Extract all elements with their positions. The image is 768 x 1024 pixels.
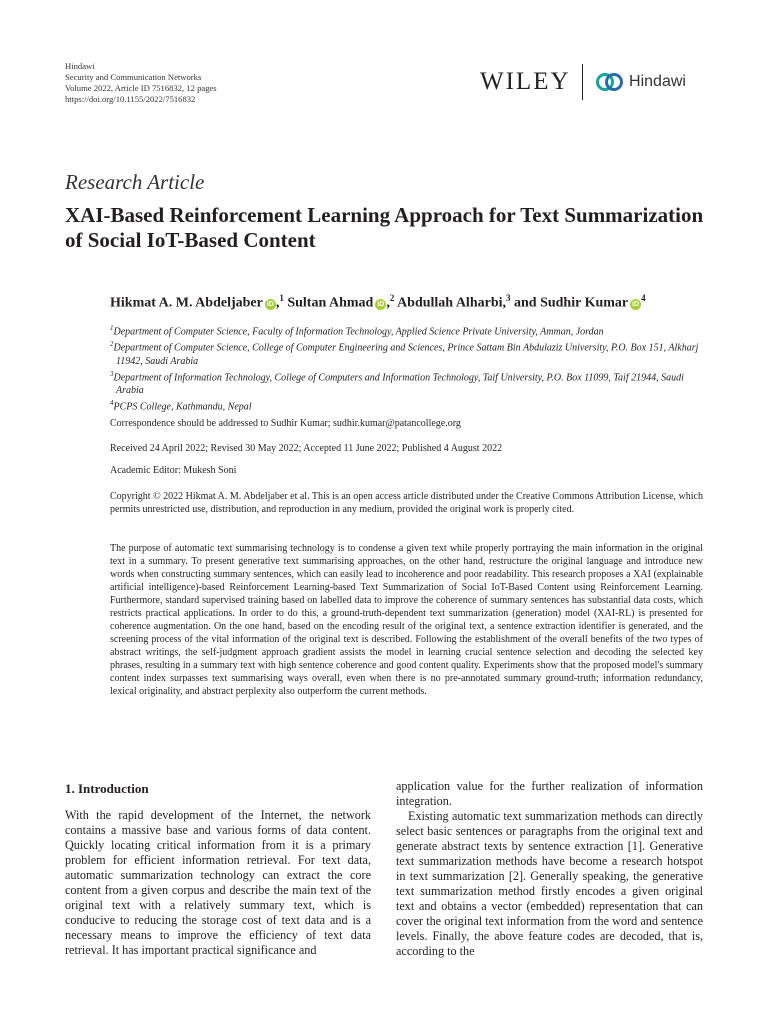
- paragraph: Existing automatic text summarization methods can directly select basic sentences or paragraphs from the original text and generate abstract texts by sentence extraction [1]. Generative text summarization methods have become a research hotspot in text summarization [2]. Generally speaking, the generative text summarization method firstly encodes a given original text and obtains a vector (embedded) representation that can cover the original text information from the word and sentence levels. Finally, the above feature codes are decoded, that is, according to the: [396, 809, 703, 958]
- author-list: Hikmat A. M. Abdeljaber iD ,$^1$ Sultan Ahmad iD ,$^2$ Abdullah Alharbi,$^3$ and Sudhir Kumar $iD^4$: [110, 293, 646, 311]
- section-heading: 1. Introduction: [65, 781, 149, 796]
- affiliation-item: $^4$PCPS College, Kathmandu, Nepal: [110, 398, 252, 413]
- orcid-icon[interactable]: iD: [632, 300, 640, 308]
- publisher-logo: [480, 62, 686, 102]
- journal-name: Security and Communication Networks: [65, 72, 202, 82]
- journal-volume: Volume 2022, Article ID 7516832, 12 pages: [65, 83, 217, 93]
- article-title: XAI-Based Reinforcement Learning Approach for Text Summarization of Social IoT-Based Content: [65, 203, 704, 252]
- journal-info: [65, 61, 217, 105]
- doi-link[interactable]: https://doi.org/10.1155/2022/7516832: [65, 94, 196, 104]
- logo-divider: [582, 64, 584, 100]
- academic-editor: Academic Editor: Mukesh Soni: [110, 465, 237, 476]
- author-affil-sup: 3: [506, 293, 511, 303]
- affiliation-item: $^2$Department of Computer Science, College of Computer Engineering and Sciences, Prince Sattam Bin Abdulaziz University, P.O. Box 151, Alkharj 11942, Saudi Arabia: [110, 340, 699, 367]
- paragraph: application value for the further realization of information integration.: [396, 779, 703, 808]
- wiley-logo: WILEY: [480, 68, 571, 95]
- orcid-icon[interactable]: iD: [266, 300, 274, 308]
- copyright-notice: Copyright © 2022 Hikmat A. M. Abdeljaber et al. This is an open access article distributed under the Creative Commons Attribution License, which permits unrestricted use, distribution, and reproduction in any medium, provided the original work is properly cited.: [110, 491, 703, 515]
- author-name: Hikmat A. M. Abdeljaber: [110, 295, 263, 311]
- author-affil-sup: 2: [389, 293, 395, 303]
- body-column-right: [396, 779, 703, 959]
- abstract: The purpose of automatic text summarising technology is to condense a given text while properly portraying the main information in the original text in a summary. To present generative text summarising approaches, on the other hand, restructure the original language and introduce new words when constructing summary sentences, which can easily lead to incoherence and poor readability. This research proposes a XAI (explainable artificial intelligence)-based Reinforcement Learning-based Text Summarization of Social IoT-Based Content using Reinforcement Learning. Furthermore, standard supervised training based on labelled data to improve the coherence of summary sentences has substantial data costs, which restricts practical applications. In order to do this, a ground-truth-dependent text summarization (generation) model (XAI-RL) is presented for coherence augmentation. On the one hand, based on the encoding result of the original text, a sentence extraction identifier is generated, and the screening process of the vital information of the original text is described. Following the establishment of the overall benefits of the two types of abstract writings, the self-judgment approach gradient assists the model in learning crucial sentence selection and decoding the selected key phrases, resulting in a summary text with high sentence coherence and good content quality. Experiments show that the proposed model's summary content index surpasses text summarising ways overall, even when there is no pre-annotated summary ground-truth; information redundancy, lexical originality, and abstract perplexity also outperform the current methods.: [110, 543, 703, 697]
- publication-dates: Received 24 April 2022; Revised 30 May 2022; Accepted 11 June 2022; Published 4 August 2022: [110, 443, 503, 454]
- orcid-icon[interactable]: iD: [377, 300, 385, 308]
- body-column-left: With the rapid development of the Internet, the network contains a massive base and various forms of data content. Quickly locating critical information from it is a primary problem for efficient information retrieval. For text data, automatic summarization technology can extract the core content from a given corpus and describe the main text of the original text with a relatively summary text, which is conducive to reducing the storage cost of text data and is a necessary means to improve the efficiency of text data retrieval. It has important practical significance and: [65, 808, 371, 957]
- hindawi-logo-text: Hindawi: [629, 73, 686, 90]
- author-affil-sup: 1: [279, 293, 284, 303]
- author-affil-sup: 4: [641, 293, 646, 303]
- affiliation-item: $^1$Department of Computer Science, Faculty of Information Technology, Applied Science Private University, Amman, Jordan: [110, 324, 604, 338]
- author-name: Sultan Ahmad: [287, 295, 374, 311]
- publisher-name: Hindawi: [65, 61, 95, 71]
- author-name: Abdullah Alharbi,: [397, 295, 506, 311]
- affiliations: [110, 322, 710, 413]
- hindawi-rings-icon: [595, 72, 625, 92]
- author-name: Sudhir Kumar: [540, 295, 629, 311]
- article-type: Research Article: [65, 170, 205, 194]
- correspondence: Correspondence should be addressed to Sudhir Kumar; sudhir.kumar@patancollege.org: [110, 418, 461, 429]
- affiliation-item: $^3$Department of Information Technology, College of Computers and Information Technology, Taif University, P.O. Box 11099, Taif 21944, Saudi Arabia: [110, 369, 684, 396]
